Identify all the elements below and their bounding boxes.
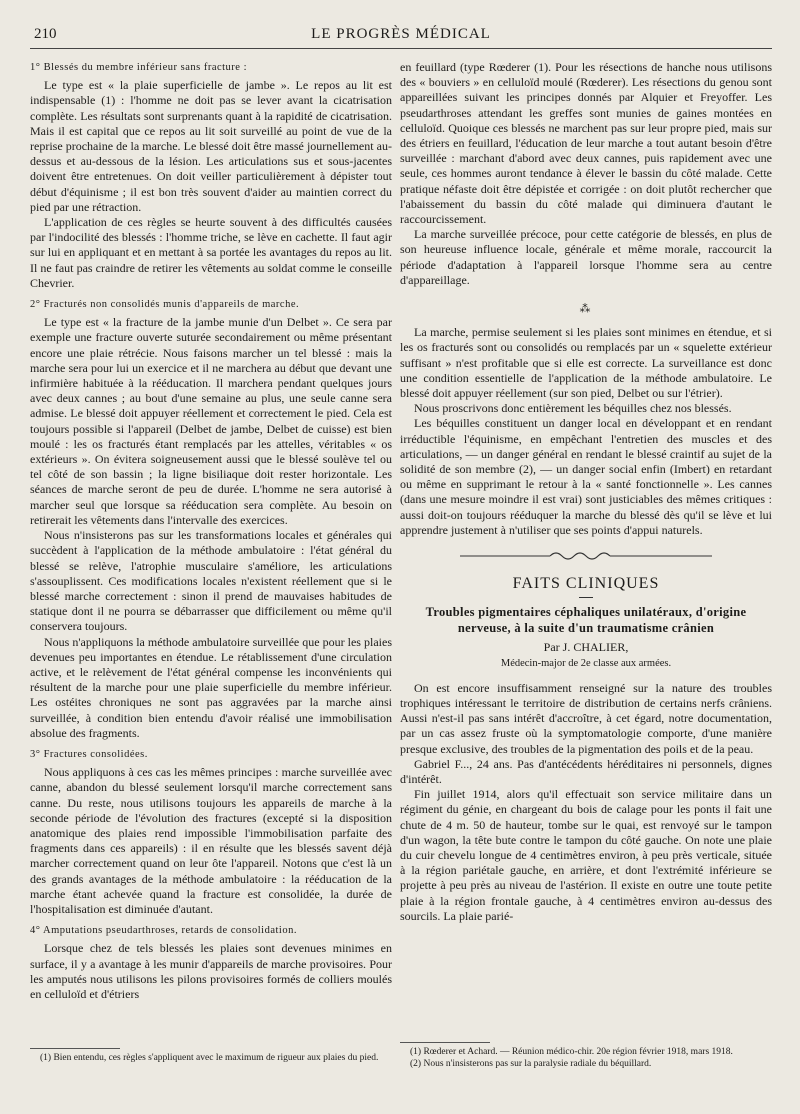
paragraph: L'application de ces règles se heurte souvent à des difficultés causées par l'indocilité des blessés : l'homme triche, se lève en cachette. Il faut agir sur lui en appliquant et en mettant à sa portée les avantages du repos au lit. Il ne faut pas craindre de retirer les vêtements au soldat comme le conseille Chevrier. bbox=[30, 215, 392, 290]
footnote: (1) Bien entendu, ces règles s'appliquent avec le maximum de rigueur aux plaies du pied. bbox=[40, 1053, 379, 1063]
ornament-divider bbox=[400, 550, 772, 562]
paragraph: Nous n'appliquons la méthode ambulatoire surveillée que pour les plaies devenues peu importantes en étendue. Le rétablissement d'une circulation active, et le relèvement de l'état général compense les inconvénients qui résultent de la marche pour une plaie superficielle du membre inférieur. Les ostéites chroniques ne sont pas aggravées par la marche ainsi surveillée, à condition bien entendu d'avoir réalisé une immobilisation absolue des fragments. bbox=[30, 634, 392, 740]
footnote-rule bbox=[400, 1042, 490, 1043]
paragraph: Le type est « la fracture de la jambe munie d'un Delbet ». Ce sera par exemple une fracture ouverte suturée secondairement ou même présentant encore une plaie rétrécie. Nous faisons marcher un tel blessé : mais la marche sera pour lui un exercice et il ne marchera au début que devant une infirmière habituée à la rééducation. Il marchera pendant quelques jours avec deux cannes ; au bout d'une semaine au plus, une seule canne sera admise. Le blessé doit appuyer réellement et correctement le pied. Cela est toujours possible si l'appareil (Delbet de jambe, Delbet de cuisse) est bien moulé : les os fracturés étant remplacés par les attelles, véritables « os extérieurs ». On évitera soigneusement aussi que le blessé soulève tel ou tel côté de son bassin ; la ligne bisiliaque doit rester horizontale. Les séances de marche seront de peu de durée. L'homme ne sera autorisé à marcher seul que lorsque sa rééducation sera complète. Au besoin on retirerait les vêtements dans l'intervalle des exercices. bbox=[30, 315, 392, 527]
paragraph: Lorsque chez de tels blessés les plaies sont devenues minimes en surface, il y a avantage à les munir d'appareils de marche provisoires. Pour les amputés nous utilisons les pilons provisoires formés de colliers moulés en celluloïd et d'étriers bbox=[30, 941, 392, 1001]
paragraph: Le type est « la plaie superficielle de jambe ». Le repos au lit est indispensable (1) : l'homme ne doit pas se lever avant la cicatrisation complète. Les résultats sont surprenants quant à la rapidité de cicatrisation. Mais il est capital que ce repos au lit soit surveillé au point de vue de la reprise prochaine de la marche. Le blessé doit être massé journellement au-dessus et au-dessous de la lésion. Les articulations sus et sous-jacentes doivent être entretenues. On doit veiller particulièrement à dépister tout début d'équinisme ; il est bon très souvent d'aider au maintien correct du pied par une rétraction. bbox=[30, 78, 392, 214]
article-author: Par J. CHALIER, bbox=[543, 640, 629, 655]
article-title: Troubles pigmentaires céphaliques unilatéraux, d'origine nerveuse, à la suite d'un traumatisme crânien bbox=[425, 605, 747, 636]
paragraph: Gabriel F..., 24 ans. Pas d'antécédents héréditaires ni personnels, dignes d'intérêt. bbox=[400, 756, 772, 786]
paragraph: La marche surveillée précoce, pour cette catégorie de blessés, en plus de son heureuse influence locale, générale et même morale, raccourcit la période d'adaptation à l'appareil lorsque l'homme sera au centre d'appareillage. bbox=[400, 227, 772, 287]
section-heading-2: 2° Fracturés non consolidés munis d'appareils de marche. bbox=[30, 299, 300, 311]
paragraph: La marche, permise seulement si les plaies sont minimes en étendue, et si les os fracturés sont ou consolidés ou remplacés par un « squelette extérieur suffisant » n'est profitable que si elle est correcte. La surveillance est donc une condition essentielle de l'application de la méthode ambulatoire. Le blessé doit appuyer réellement (sur son pied, Delbet ou sur l'étrier). bbox=[400, 325, 772, 401]
section-heading-4: 4° Amputations pseudarthroses, retards de consolidation. bbox=[30, 925, 297, 937]
footnote: (1) Rœderer et Achard. — Réunion médico-chir. 20e région février 1918, mars 1918. bbox=[410, 1047, 733, 1057]
paragraph: On est encore insuffisamment renseigné sur la nature des troubles trophiques intéressant le territoire de distribution de certains nerfs crâniens. Aussi n'est-il pas sans intérêt d'accroître, à cet égard, notre documentation, par un cas assez fruste où la symptomatologie comporte, d'une manière presque exclusive, des troubles de la pigmentation des poils et de la peau. bbox=[400, 680, 772, 756]
left-column bbox=[30, 60, 392, 1002]
footnote: (2) Nous n'insisterons pas sur la paralysie radiale du béquillard. bbox=[410, 1058, 652, 1069]
paragraph: Nous n'insisterons pas sur les transformations locales et générales qui succèdent à l'application de la méthode ambulatoire : l'état général du blessé se relève, l'atrophie musculaire s'améliore, les articulations s'assouplissent. Ces modifications locales n'existent réellement que si le blessé marche correctement : sinon il prend de mauvaises habitudes de statique dont il ne pourra se débarrasser que difficilement ou même qu'il conservera toujours. bbox=[30, 528, 392, 634]
paragraph: Fin juillet 1914, alors qu'il effectuait son service militaire dans un régiment du génie, en chargeant du bois de calage pour les ponts il fait une chute de 4 m. 50 de hauteur, tombe sur le quai, est renvoyé sur le tampon d'un wagon, la tête bute contre le tampon du côté gauche. On note une plaie du cuir chevelu longue de 4 centimètres environ, à peu près verticale, située à la région pariétale gauche, en arrière, et dont l'extrémité inférieure se projette à peu près au niveau de l'astérion. Il existe en outre une toute petite plaie à la région frontale gauche, à 4 centimètres environ au-dessus des sourcils. La plaie parié- bbox=[400, 787, 772, 923]
page-header bbox=[30, 26, 772, 49]
short-rule bbox=[579, 597, 593, 598]
paragraph: en feuillard (type Rœderer (1). Pour les résections de hanche nous utilisons des « bouviers » en celluloïd moulé (Rœderer). Les résections du genou sont appareillées suivant les principes donnés par Alquier et Freyoffer. Les pseudarthroses attendant les greffes sont munies de gaines montées en celluloïd. Quoique ces blessés ne marchent pas sur leur propre pied, mais sur des étriers en feuillard, l'éducation de leur marche a tout autant besoin d'être surveillée : marchant d'abord avec deux cannes, puis rapidement avec une seule, ces hommes auront tendance à élever le bassin du côté malade. Cette pratique néfaste doit être dépistée et corrigée : on doit plutôt rechercher que l'abaissement du bassin du côté malade qui diminuera d'autant le raccourcissement. bbox=[400, 60, 772, 227]
footnote-rule bbox=[30, 1048, 120, 1049]
left-footnotes bbox=[30, 1040, 392, 1065]
paragraph: Nous appliquons à ces cas les mêmes principes : marche surveillée avec canne, abandon du blessé seulement lorsqu'il marche correctement sans canne. Du reste, nous utilisons toujours les appareils de marche à la seconde période de l'évolution des fractures (excepté si la disposition anatomique des plaies rend impossible l'immobilisation parfaite des fragments dans ces appareils) : il en résulte que les blessés savent déjà marcher correctement quand on leur ôte l'appareil. Notons que c'est là un des grands avantages de la méthode ambulatoire : la rééducation de la marche étant achevée quand la fracture est consolidée, la durée de l'hospitalisation est diminuée d'autant. bbox=[30, 765, 392, 916]
section-banner: FAITS CLINIQUES bbox=[512, 575, 660, 593]
right-column bbox=[400, 60, 772, 924]
section-heading-1: 1° Blessés du membre inférieur sans fracture : bbox=[30, 62, 248, 73]
paragraph: Les béquilles constituent un danger local en développant et en rendant irréductible l'équinisme, en empêchant l'entretien des muscles et des articulations, — un danger général en rendant le blessé craintif au sujet de la solidité de son membre (2), — un danger social enfin (Imbert) en retardant ou même en supprimant le retour à la « santé fonctionnelle ». Les cannes (dans une mesure moindre il est vrai) sont justiciables des mêmes critiques : aussi doit-on toujours rééduquer la marche du blessé dès qu'il se lève et lui apprendre justement à n'utiliser que ses points d'appui naturels. bbox=[400, 416, 772, 537]
right-footnotes bbox=[400, 1034, 772, 1070]
page-number: 210 bbox=[34, 26, 57, 42]
running-title: LE PROGRÈS MÉDICAL bbox=[311, 26, 491, 42]
section-heading-3: 3° Fractures consolidées. bbox=[30, 748, 148, 760]
author-title: Médecin-major de 2e classe aux armées. bbox=[500, 657, 672, 669]
paragraph: Nous proscrivons donc entièrement les béquilles chez nos blessés. bbox=[414, 401, 732, 416]
asterism-separator: ⁂ bbox=[579, 303, 593, 316]
